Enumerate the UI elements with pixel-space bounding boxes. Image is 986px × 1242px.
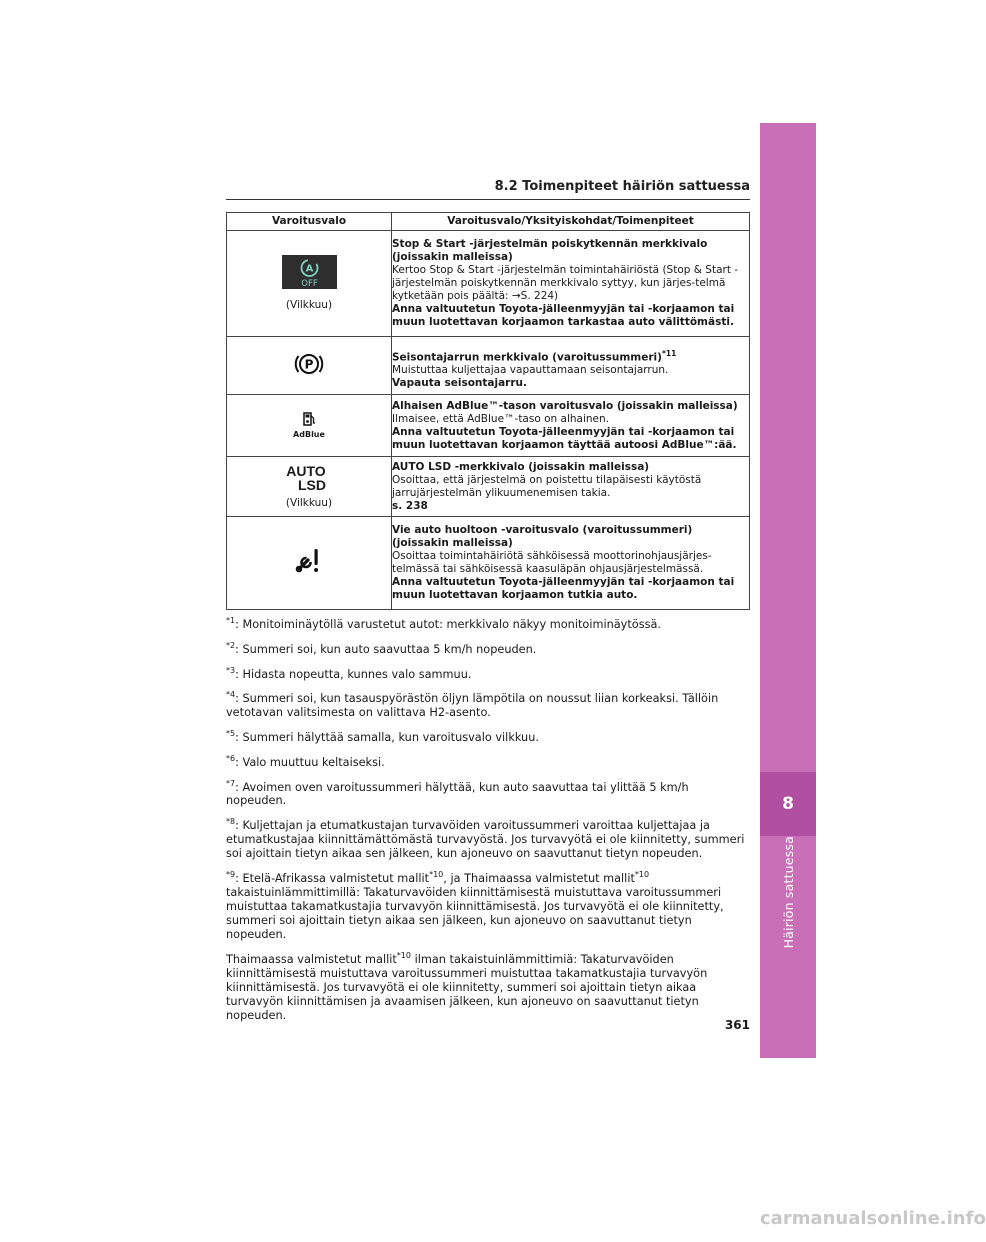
chapter-label: Häiriön sattuessa (780, 836, 796, 949)
footnote-mark: *9 (226, 870, 236, 880)
footnote-text: : Monitoiminäytöllä varustetut autot: merkkivalo näkyy monitoiminäytössä. (235, 617, 661, 631)
chapter-number: 8 (782, 794, 794, 814)
footnote (226, 777, 750, 809)
footnote-text: takaistuinlämmittimillä: Takaturvavöiden kiinnittämisestä muistuttava varoitussummeri muistuttaa takamatkustajia turvavyön kiinnittämisestä. Jos turvavyötä ei ole kiinnitetty, summeri soi ajoittain tietyn aikaa sen jälkeen, kun ajoneuvo on saavuttanut tietyn nopeuden. (226, 885, 724, 941)
footnotes (226, 614, 750, 1030)
footnote-text: : Valo muuttuu keltaiseksi. (235, 755, 385, 769)
table-row (227, 337, 750, 395)
icon-caption: (Vilkkuu) (285, 299, 333, 311)
footnote-text: : Avoimen oven varoitussummeri hälyttää, kun auto saavuttaa tai ylittää 5 km/h nopeuden. (226, 780, 689, 808)
footnote (226, 688, 750, 720)
adblue-icon (293, 411, 325, 439)
footnote-ref: *10 (429, 870, 444, 880)
footnote-text: Thaimaassa valmistetut mallit (226, 952, 397, 966)
icon-cell (227, 517, 392, 610)
row-action: Anna valtuutetun Toyota-jälleenmyyjän tai -korjaamon tai muun luotettavan korjaamon tutkia auto. (392, 576, 735, 601)
fuel-pump-icon (301, 411, 317, 427)
footnote (226, 639, 750, 657)
title-divider (226, 199, 750, 200)
footnote (226, 664, 750, 682)
footnote (226, 752, 750, 770)
auto-lsd-icon (227, 464, 391, 492)
details-cell (392, 457, 750, 517)
icon-cell (227, 457, 392, 517)
row-action: s. 238 (392, 499, 428, 512)
details-cell (392, 517, 750, 610)
row-title (392, 347, 749, 365)
footnote-mark: *4 (226, 690, 236, 700)
footnote-ref: *10 (634, 870, 650, 880)
icon-cell (227, 337, 392, 395)
footnote-text: ilman takaistuinlämmittimiä: Takaturvavöiden kiinnittämisestä muistuttava varoitussummeri muistuttaa takamatkustajia turvavyön kiinnittämisestä. Jos turvavyötä ei ole kiinnitetty, summeri soi ajoittain tietyn aikaa turvavyön kiinnittämisen ja avaamisen jälkeen, kun ajoneuvo on saavuttanut tietyn nopeuden. (226, 952, 708, 1022)
footnote-text: : Summeri soi, kun tasauspyörästön öljyn lämpötila on noussut liian korkeaksi. Tällöin vetotavan valitsimesta on valittava H2-asento. (226, 692, 719, 720)
footnote-mark: *6 (226, 753, 236, 763)
footnote (226, 949, 750, 1023)
row-body: Osoittaa, että järjestelmä on poistettu tilapäisesti käytöstä jarrujärjestelmän ylikuumenemisen takia. (392, 473, 702, 499)
row-title: AUTO LSD -merkkivalo (joissakin malleissa) (392, 460, 650, 473)
row-title: Vie auto huoltoon -varoitusvalo (varoitussummeri) (joissakin malleissa) (392, 524, 693, 549)
watermark: carmanualsonline.info (760, 1208, 986, 1229)
footnote-mark: *2 (226, 640, 236, 650)
footnote-mark: *5 (226, 729, 236, 739)
footnote-mark: *1 (226, 616, 236, 625)
icon-cell (227, 231, 392, 337)
warning-light-table (226, 212, 750, 610)
header-details: Varoitusvalo/Yksityiskohdat/Toimenpiteet (392, 213, 750, 231)
svg-text:OFF: OFF (300, 279, 318, 289)
details-cell (392, 395, 750, 457)
footnote-text: , ja Thaimaassa valmistetut mallit (443, 871, 635, 885)
table-row (227, 231, 750, 337)
row-body: Ilmaisee, että AdBlue™-taso on alhainen. (392, 412, 609, 425)
footnote-ref: *11 (661, 348, 677, 358)
footnote-mark: *8 (226, 817, 236, 827)
row-title-text: Seisontajarrun merkkivalo (varoitussummeri) (392, 351, 662, 364)
table-row (227, 395, 750, 457)
footnote (226, 727, 750, 745)
footnote (226, 868, 750, 942)
row-title: Alhaisen AdBlue™-tason varoitusvalo (joissakin malleissa) (392, 399, 738, 412)
auto-lsd-line2: LSD (298, 476, 326, 493)
svg-text:P: P (304, 357, 314, 371)
footnote-text: : Summeri hälyttää samalla, kun varoitusvalo vilkkuu. (235, 730, 539, 744)
footnote-mark: *7 (226, 778, 236, 788)
auto-lsd-line1: AUTO (286, 462, 326, 479)
chapter-number-tab (760, 772, 816, 836)
adblue-label: AdBlue (293, 429, 325, 439)
table-row (227, 457, 750, 517)
footnote-ref: *10 (396, 950, 411, 960)
row-action: Vapauta seisontajarru. (392, 377, 527, 390)
details-cell (392, 337, 750, 395)
row-title: Stop & Start -järjestelmän poiskytkennän merkkivalo (joissakin malleissa) (392, 238, 708, 263)
chapter-label-box (760, 836, 816, 976)
row-body: Kertoo Stop & Start -järjestelmän toimintahäiriöstä (Stop & Start -järjestelmän poiskytkennän merkkivalo syttyy, kun järjes-telmä kytketään pois päältä: →S. 224) (392, 264, 739, 302)
table-row (227, 517, 750, 610)
icon-caption: (Vilkkuu) (285, 496, 333, 509)
table-header-row (227, 213, 750, 231)
row-body: Osoittaa toimintahäiriötä sähköisessä moottorinohjausjärjes-telmässä tai sähköisessä kaasuläpän ohjausjärjestelmässä. (392, 550, 712, 575)
service-wrench-icon (294, 545, 324, 577)
row-body: Muistuttaa kuljettajaa vapauttamaan seisontajarrun. (392, 364, 669, 377)
footnote (226, 815, 750, 861)
header-warning-light: Varoitusvalo (227, 213, 392, 231)
details-cell (392, 231, 750, 337)
footnote-text: : Summeri soi, kun auto saavuttaa 5 km/h nopeuden. (235, 642, 537, 656)
section-title: 8.2 Toimenpiteet häiriön sattuessa (494, 179, 750, 194)
footnote-text: : Hidasta nopeutta, kunnes valo sammuu. (235, 667, 472, 681)
stop-start-off-icon (282, 255, 337, 289)
svg-text:A: A (305, 263, 313, 275)
footnote (226, 614, 750, 632)
row-action: Anna valtuutetun Toyota-jälleenmyyjän tai -korjaamon tai muun luotettavan korjaamon tarkastaa auto välittömästi. (392, 303, 735, 328)
page-number: 361 (724, 1018, 750, 1032)
footnote-mark: *3 (226, 665, 236, 675)
footnote-text: : Etelä-Afrikassa valmistetut mallit (235, 871, 430, 885)
row-action: Anna valtuutetun Toyota-jälleenmyyjän tai -korjaamon tai muun luotettavan korjaamon täyttää autoosi AdBlue™:ää. (392, 425, 737, 451)
footnote-text: : Kuljettajan ja etumatkustajan turvavöiden varoitussummeri varoittaa kuljettajaa ja etumatkustajaa kiinnittämättömästä turvavyöstä. Jos turvavyötä ei ole kiinnitetty, summeri soi ajoittain tietyn aikaa sen jälkeen, kun ajoneuvo on saavuttanut tietyn nopeuden. (226, 819, 745, 861)
parking-brake-icon (294, 351, 324, 377)
icon-cell (227, 395, 392, 457)
